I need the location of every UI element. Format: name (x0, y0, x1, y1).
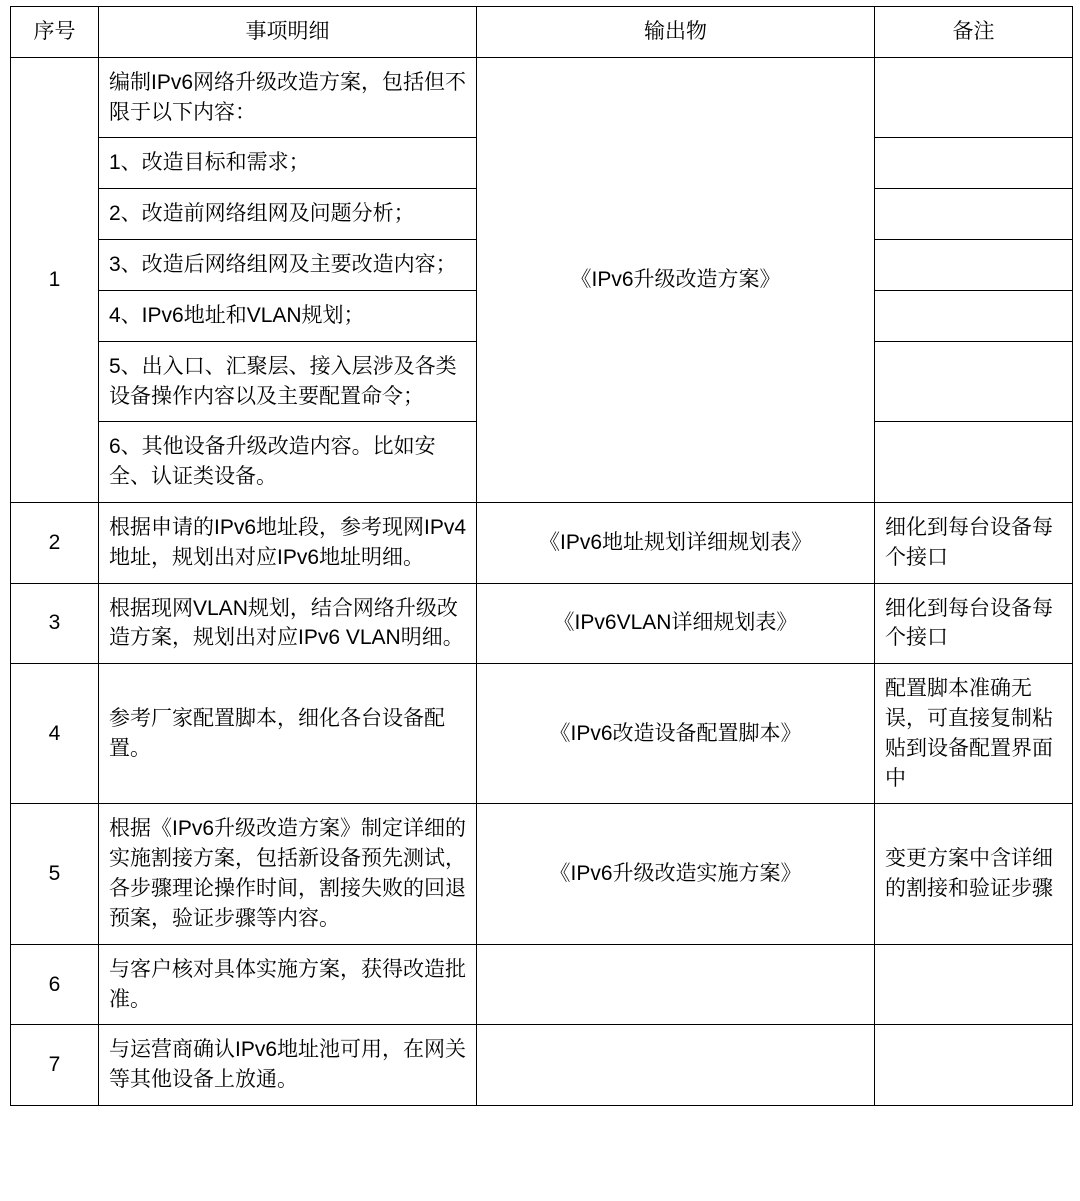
row-item: 根据现网VLAN规划，结合网络升级改造方案，规划出对应IPv6 VLAN明细。 (99, 583, 477, 664)
row-note (875, 1025, 1073, 1106)
row-note: 配置脚本准确无误，可直接复制粘贴到设备配置界面中 (875, 664, 1073, 804)
table-row (11, 57, 1073, 138)
row-item: 4、IPv6地址和VLAN规划； (99, 290, 477, 341)
row-note: 细化到每台设备每个接口 (875, 502, 1073, 583)
table-row (11, 502, 1073, 583)
row-note (875, 422, 1073, 503)
row-no: 7 (11, 1025, 99, 1106)
row-note (875, 138, 1073, 189)
row-note: 变更方案中含详细的割接和验证步骤 (875, 804, 1073, 944)
table-row (11, 804, 1073, 944)
row-output: 《IPv6改造设备配置脚本》 (477, 664, 875, 804)
column-header-item: 事项明细 (99, 7, 477, 58)
row-note: 细化到每台设备每个接口 (875, 583, 1073, 664)
row-item: 与客户核对具体实施方案，获得改造批准。 (99, 944, 477, 1025)
table-row (11, 1025, 1073, 1106)
row-note (875, 57, 1073, 138)
row-item: 编制IPv6网络升级改造方案，包括但不限于以下内容： (99, 57, 477, 138)
row-no: 3 (11, 583, 99, 664)
row-no: 2 (11, 502, 99, 583)
row-note (875, 189, 1073, 240)
row-item: 与运营商确认IPv6地址池可用，在网关等其他设备上放通。 (99, 1025, 477, 1106)
row-item: 3、改造后网络组网及主要改造内容； (99, 240, 477, 291)
requirements-table (10, 6, 1073, 1106)
row-no: 5 (11, 804, 99, 944)
row-output: 《IPv6VLAN详细规划表》 (477, 583, 875, 664)
row-note (875, 341, 1073, 422)
row-output (477, 944, 875, 1025)
row-no: 6 (11, 944, 99, 1025)
row-note (875, 944, 1073, 1025)
table-row (11, 664, 1073, 804)
column-header-no: 序号 (11, 7, 99, 58)
row-item: 根据申请的IPv6地址段，参考现网IPv4地址，规划出对应IPv6地址明细。 (99, 502, 477, 583)
row-output: 《IPv6升级改造实施方案》 (477, 804, 875, 944)
table-body (11, 57, 1073, 1105)
row-note (875, 290, 1073, 341)
column-header-note: 备注 (875, 7, 1073, 58)
row-no: 1 (11, 57, 99, 502)
row-output: 《IPv6升级改造方案》 (477, 57, 875, 502)
column-header-output: 输出物 (477, 7, 875, 58)
row-item: 根据《IPv6升级改造方案》制定详细的实施割接方案，包括新设备预先测试，各步骤理论操作时间，割接失败的回退预案，验证步骤等内容。 (99, 804, 477, 944)
table-header-row (11, 7, 1073, 58)
row-item: 5、出入口、汇聚层、接入层涉及各类设备操作内容以及主要配置命令； (99, 341, 477, 422)
table-header (11, 7, 1073, 58)
row-item: 2、改造前网络组网及问题分析； (99, 189, 477, 240)
row-item: 1、改造目标和需求； (99, 138, 477, 189)
table-row (11, 583, 1073, 664)
row-item: 参考厂家配置脚本，细化各台设备配置。 (99, 664, 477, 804)
row-item: 6、其他设备升级改造内容。比如安全、认证类设备。 (99, 422, 477, 503)
table-row (11, 944, 1073, 1025)
row-no: 4 (11, 664, 99, 804)
row-output (477, 1025, 875, 1106)
row-note (875, 240, 1073, 291)
row-output: 《IPv6地址规划详细规划表》 (477, 502, 875, 583)
